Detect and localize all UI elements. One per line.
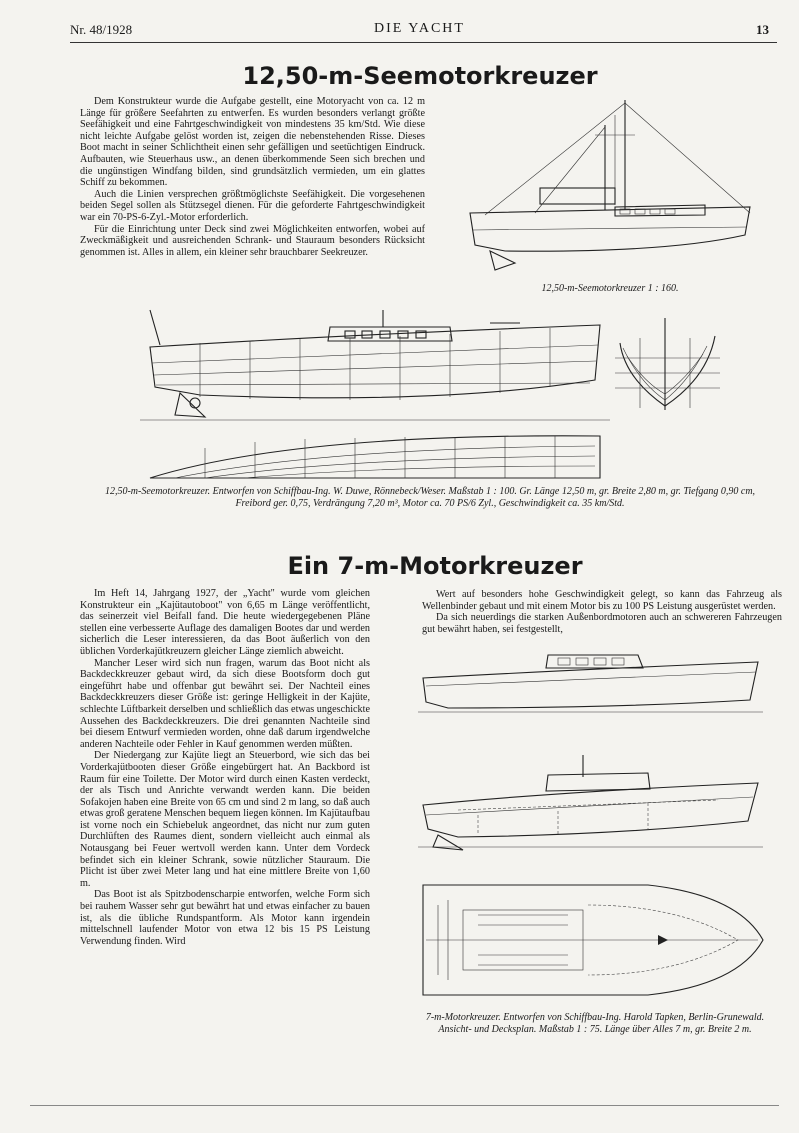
sailing-profile-drawing [465, 95, 765, 280]
magazine-title: DIE YACHT [374, 21, 465, 36]
issue-number: Nr. 48/1928 [70, 22, 133, 37]
article2-paragraph: Wert auf besonders hohe Geschwindigkeit gelegt, so kann das Fahrzeug als Wellenbinder gebaut und mit einem Motor bis zu 100 PS Leistung ausgerüstet werden. [422, 589, 782, 612]
article2-paragraph: Mancher Leser wird sich nun fragen, warum das Boot nicht als Backdeckkreuzer gebaut wird, da sich diese Bootsform doch gut eingeführt habe und offenbar gut bewährt sei. Der Nachteil eines Backdeckkreuzers dieser Größe ist: geringe Helligkeit in der Kajüte, schlechte Lüftbarkeit derselben und schließlich das etwas ungeschickte Aussehen des Backdeckkreuzers. Die drei genannten Nachteile sind bei diesem Entwurf vermieden worden, ohne daß darum irgendwelche anderen Nachteile oder Fehler in Kauf genommen werden müßten. [80, 657, 370, 750]
article2-paragraph: Da sich neuerdings die starken Außenbordmotoren auch an schwereren Fahrzeugen gut bewährt haben, sei festgestellt, [422, 612, 782, 635]
article1-text [80, 96, 425, 258]
article2-paragraph: Das Boot ist als Spitzbodenscharpie entworfen, welche Form sich bei rauhem Wasser sehr gut bewährt hat und etwas einfacher zu bauen ist, als die übliche Rundspantform. Als Motor kann irgendein mittelschnell laufender Motor von etwa 12 bis 15 PS Leistung Verwendung finden. Wird [80, 889, 370, 947]
article1-paragraph: Für die Einrichtung unter Deck sind zwei Möglichkeiten entworfen, wobei auf Zweckmäßigkeit und ausreichenden Schrank- und Stauraum besonders Rücksicht genommen ist. Alles in allem, ein kleiner sehr brauchbarer Seekreuzer. [80, 223, 425, 258]
article1-paragraph: Dem Konstrukteur wurde die Aufgabe gestellt, eine Motoryacht von ca. 12 m Länge für größere Seefahrten zu entwerfen. Es wurden besonders verlangt größte Seefähigkeit und eine Fahrtgeschwindigkeit von mindestens 35 km/Std. Wie diese nicht leichte Aufgabe gelöst worden ist, zeigen die nebenstehenden Risse. Dieses Boot macht in seiner Schlichtheit einen sehr gefälligen und seetüchtigen Eindruck. Aufbauten, wie Steuerhaus usw., an denen überkommende Seen sich brechen und die ungünstigen Windfang bilden, sind grundsätzlich vermieden, um ein glattes Schiff zu bekommen. [80, 96, 425, 189]
page-bottom-edge [30, 1105, 779, 1106]
small-drawing-caption: 12,50-m-Seemotorkreuzer 1 : 160. [541, 283, 679, 294]
article1-title: 12,50-m-Seemotorkreuzer [242, 62, 598, 90]
motorcruiser-inboard-view [418, 755, 763, 855]
article2-right-column [422, 589, 782, 635]
body-plan-drawing [615, 318, 720, 413]
article1-paragraph: Auch die Linien versprechen größtmöglichste Seefähigkeit. Die vorgesehenen beiden Segel sollen als Stützsegel dienen. Für die geforderte Fahrtgeschwindigkeit war ein 70-PS-6-Zyl.-Motor erforderlich. [80, 188, 425, 223]
article2-paragraph: Im Heft 14, Jahrgang 1927, der „Yacht" wurde vom gleichen Konstrukteur ein „Kajütautoboot" von 6,65 m Länge veröffentlicht, das seinerzeit viel Beifall fand. Die heute wiedergegebenen Pläne stellen eine verbesserte Auflage des damaligen Bootes dar und werden sicherlich die Leser interessieren, da das Boot äußerlich von den üblichen Vorderkajütkreuzern gleicher Länge ziemlich abweicht. [80, 588, 370, 657]
page-header [70, 22, 769, 40]
motorcruiser-profile-view [418, 650, 763, 720]
deck-plan-drawing [145, 428, 605, 483]
page-number: 13 [756, 22, 769, 37]
article2-paragraph: Der Niedergang zur Kajüte liegt an Steuerbord, wie sich das bei Vorderkajütbooten dieser Größe eingebürgert hat. An Backbord ist Raum für eine Toilette. Der Motor wird durch einen Kasten verdeckt, der als Tisch und Anrichte verwandt werden kann. Die beiden Sofakojen haben eine Breite von 65 cm und sind 2 m lang, so daß auch etwas groß geratene Menschen bequem liegen können. Im Kajütaufbau ist vorne noch ein Schiebeluk angeordnet, das nicht nur zum guten Durchlüften des Raumes dient, sondern vielleicht auch einmal als Notausgang bei Feuer wertvoll werden kann. Unter dem Vordeck befindet sich ein kleiner Schrank, sowie nützlicher Stauraum. Die Plicht ist über zwei Meter lang und hat eine mittlere Breite von 1,60 m. [80, 750, 370, 889]
motorcruiser-deck-plan [418, 875, 768, 1005]
motorcruiser-caption: 7-m-Motorkreuzer. Entworfen von Schiffbau-Ing. Harold Tapken, Berlin-Grunewald. Ansicht- und Decksplan. Maßstab 1 : 75. Länge über Alles 7 m, gr. Breite 2 m. [425, 1012, 765, 1035]
side-profile-drawing [140, 305, 610, 425]
article2-title: Ein 7-m-Motorkreuzer [287, 552, 583, 580]
article2-left-column [80, 588, 370, 947]
header-rule [70, 42, 777, 43]
main-drawing-caption: 12,50-m-Seemotorkreuzer. Entworfen von Schiffbau-Ing. W. Duwe, Rönnebeck/Weser. Maßstab 1 : 100. Gr. Länge 12,50 m, gr. Breite 2,80 m, gr. Tiefgang 0,90 cm, Freibord ger. 0,75, Verdrängung 7,20 m³, Motor ca. 70 PS/6 Zyl., Geschwindigkeit ca. 35 km/Std. [104, 486, 756, 509]
